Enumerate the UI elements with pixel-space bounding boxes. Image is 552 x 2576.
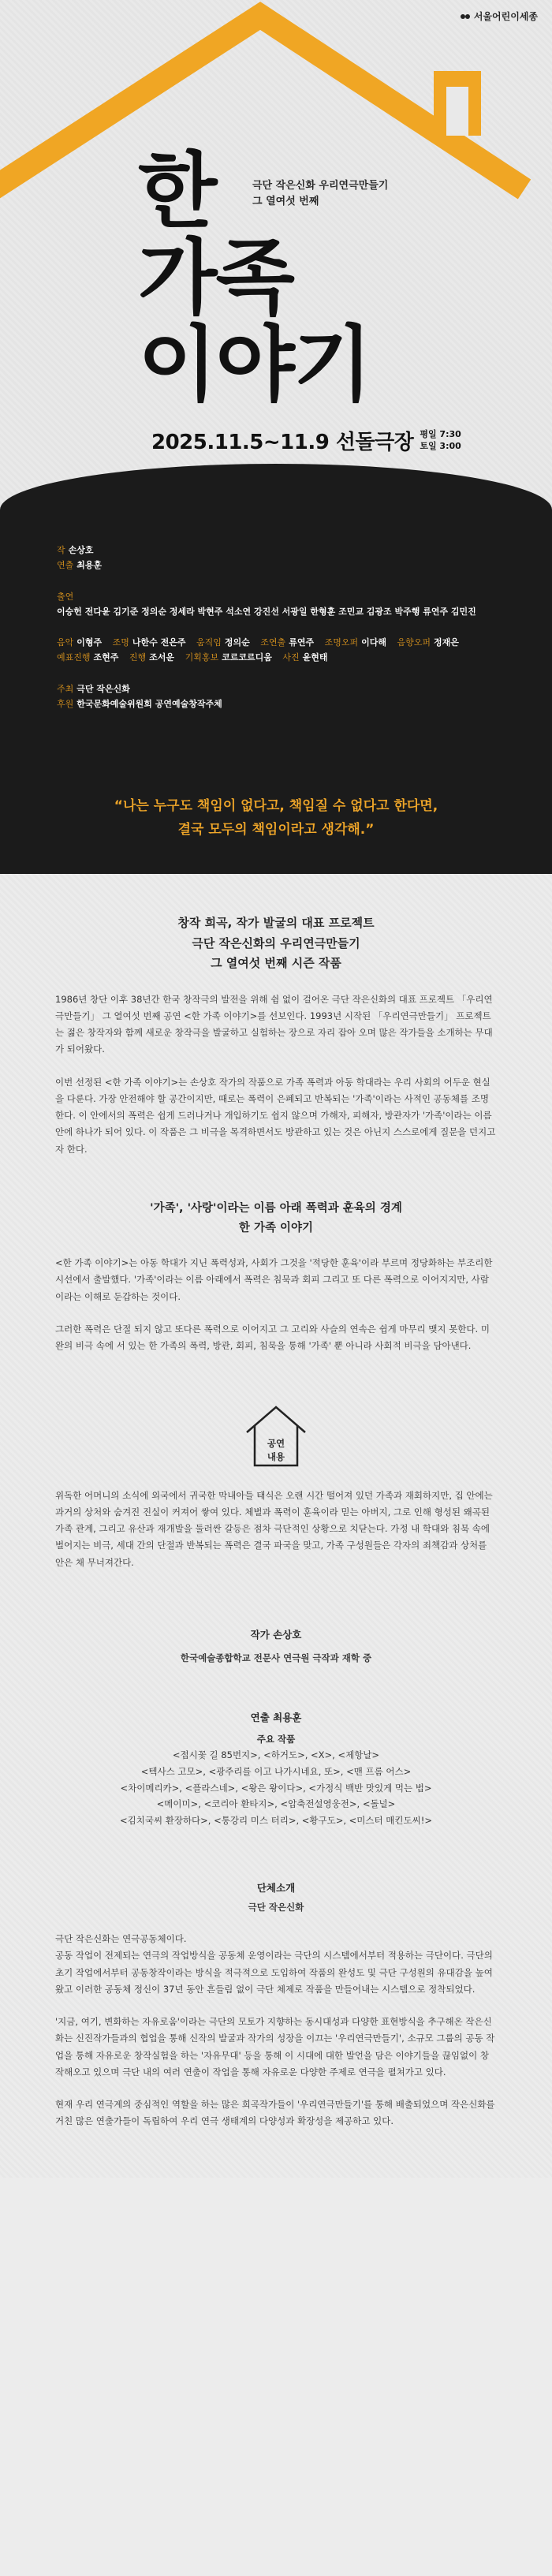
director-works: [55, 1731, 497, 1829]
credit-cast-label: 출연: [57, 591, 74, 602]
show-times: [420, 429, 461, 453]
intro-heading: 창작 희곡, 작가 발굴의 대표 프로젝트 극단 작은신화의 우리연극만들기 그 열여섯 번째 시즌 작품: [177, 916, 375, 970]
troupe-paragraph-2: '지금, 여기, 변화하는 자유로움'이라는 극단의 모토가 지향하는 동시대성과 다양한 표현방식을 추구해온 작은신화는 신진작가들과의 협업을 통해 신작의 발굴과 작가의 성장을 이끄는 '우리연극만들기', 소규모 그룹의 공동 작업을 통해 자유로운 창작실험을 하는 '자유무대' 등을 통해 이 시대에 대한 발언을 담은 이야기들을 끊임없이 창작해오고 있으며 극단 내의 여러 연출이 작업을 통해 자유로운 다양한 주제로 연극을 펼쳐가고 있다.: [55, 2016, 495, 2078]
credits-list: [0, 511, 552, 711]
subtitle: [252, 178, 388, 210]
synopsis-paragraph: 위독한 어머니의 소식에 외국에서 귀국한 막내아들 태식은 오랜 시간 떨어져 있던 가족과 재회하지만, 집 안에는 과거의 상처와 숨겨진 진실이 커져어 쌓여 있다. 체벌과 폭력이 훈육이라 믿는 아버지, 그로 인해 형성된 왜곡된 가족 관계, 그리고 유산과 재개발을 둘러싼 갈등은 점차 극단적인 상황으로 치닫는다. 가정 내 학대와 침묵 속에 벌어지는 비극, 세대 간의 단절과 반복되는 폭력은 결국 파국을 맞고, 가족 구성원들은 각자의 죄책감과 상처를 안은 채 무너져간다.: [55, 1489, 493, 1568]
works-line: <접시꽃 길 85번지>, <하거도>, <X>, <제항날>: [172, 1749, 380, 1761]
troupe-name: 극단 작은신화: [248, 1902, 304, 1913]
section2-heading: '가족', '사랑'이라는 이름 아래 폭력과 훈육의 경계 한 가족 이야기: [150, 1201, 402, 1234]
works-line: <텍사스 고모>, <광주리를 이고 나가시네요, 또>, <맨 프롬 어스>: [140, 1766, 412, 1778]
credit-writer: 작 손상호: [57, 545, 94, 555]
section2-paragraph-1: <한 가족 이야기>는 아동 학대가 지닌 폭력성과, 사회가 그것을 '적당한 훈육'이라 부르며 정당화하는 부조리한 시선에서 출발했다. '가족'이라는 이름 아래에서 폭력은 침묵과 회피 그리고 또 다른 폭력으로 이어지지만, 사람이라는 이해로 둔갑하는 것이다.: [55, 1257, 493, 1302]
staff-row-1: 음악 이형주 조명 나한수 전은주 움직임 정의순 조연출 류연주 조명오퍼 이다해 음향오퍼 정재은: [57, 637, 459, 648]
intro-paragraph-2: 이번 선정된 <한 가족 이야기>는 손상호 작가의 작품으로 가족 폭력과 아동 학대라는 우리 사회의 어두운 현실을 다룬다. 가장 안전해야 할 공간이지만, 때로는 폭력이 은폐되고 반복되는 '가족'이라는 사적인 공동체를 조명한다. 이 안에서의 폭력은 쉽게 드러나거나 개입하기도 쉽지 않으며 가해자, 피해자, 방관자가 '가족'이라는 이름 안에 하나가 되어 있다. 이 작품은 그 비극을 목격하면서도 방관하고 있는 것은 아닌지 스스로에게 질문을 던지고자 한다.: [55, 1076, 496, 1155]
writer-bio: 한국예술종합학교 전문사 연극원 극작과 재학 중: [180, 1652, 372, 1664]
troupe-paragraph-3: 현재 우리 연극계의 중심적인 역할을 하는 많은 희곡작가들이 '우리연극만들기'를 통해 배출되었으며 작은신화를 거친 많은 연출가들이 독립하여 우리 연극 생태계의 다양성과 확장성을 제공하고 있다.: [55, 2099, 495, 2127]
subtitle-line-2: 그 열여섯 번째: [252, 196, 319, 208]
intro-paragraph-1: 1986년 창단 이후 38년간 한국 창작극의 발전을 위해 쉼 없이 걸어온 극단 작은신화의 대표 프로젝트 「우리연극만들기」 그 열여섯 번째 공연 <한 가족 이야기>를 선보인다. 1993년 시작된 「우리연극만들기」 프로젝트는 젊은 창작자와 함께 새로운 창작극을 발굴하고 실험하는 장으로 자리 잡아 오며 많은 작가들을 소개하는 무대가 되어왔다.: [55, 993, 493, 1055]
works-line: <김치국씨 환장하다>, <통강리 미스 터리>, <황구도>, <미스터 매킨도씨!>: [120, 1815, 432, 1827]
date-venue: [151, 426, 461, 455]
time-weekend: 토일 3:00: [420, 440, 461, 451]
description-body: [0, 874, 552, 2178]
writer-heading: 작가 손상호: [250, 1628, 302, 1641]
pull-quote: [0, 795, 552, 842]
subtitle-line-1: 극단 작은신화 우리연극만들기: [252, 180, 389, 192]
logo-text: 서울어린이세종: [473, 11, 538, 22]
hero-poster: [0, 0, 552, 521]
section2-paragraph-2: 그러한 폭력은 단절 되지 않고 또다른 폭력으로 이어지고 그 고리와 사슬의 연속은 쉽게 마무리 맺지 못한다. 미완의 비극 속에 서 있는 한 가족의 폭력, 방관, 회피, 침묵을 통해 '가족' 뿐 아니라 사회적 비극을 담아낸다.: [55, 1323, 490, 1352]
credit-cast: 이승헌 전다윤 김기준 정의순 정세라 박현주 석소연 강진선 서광일 한형훈 조민교 김광조 박주행 류연주 김민진: [57, 606, 476, 617]
title-line-2: 가족: [138, 230, 293, 326]
quote-line-2: 결국 모두의 책임이라고 생각해.”: [177, 821, 375, 838]
credits-panel: [0, 464, 552, 874]
director-heading: 연출 최용훈: [250, 1712, 302, 1724]
title-line-3: 이야기: [138, 316, 371, 413]
quote-line-1: “나는 누구도 책임이 없다고, 책임질 수 없다고 한다면,: [114, 798, 438, 814]
title-line-1: 한: [138, 143, 216, 239]
credit-director: 연출 최용훈: [57, 560, 103, 571]
brand-logo: [460, 9, 538, 23]
staff-row-2: 예표진행 조현주 진행 조서운 기획홍보 코르코르디움 사진 윤현태: [57, 652, 328, 663]
time-weekday: 평일 7:30: [420, 428, 461, 439]
date-text: 2025.11.5~11.9 선돌극장: [151, 431, 414, 454]
credit-sponsor: 후원 한국문화예술위원회 공연예술창작주체: [57, 698, 222, 709]
works-title: 주요 작품: [256, 1733, 296, 1745]
credit-host: 주최 극단 작은신화: [57, 683, 130, 694]
works-line: <차이메리카>, <플라스네>, <왕은 왕이다>, <가정식 백반 맛있게 먹는 법>: [120, 1782, 432, 1794]
synopsis-house-badge: [241, 1399, 311, 1470]
works-line: <메이미>, <코리아 환타지>, <압축전설영웅전>, <돌널>: [156, 1798, 396, 1810]
logo-mark-icon: [460, 11, 471, 22]
troupe-heading: 단체소개: [256, 1881, 296, 1894]
troupe-paragraph-1: 극단 작은신화는 연극공동체이다. 공동 작업이 전제되는 연극의 작업방식을 공동체 운영이라는 극단의 시스템에서부터 적용하는 극단이다. 극단의 초기 작업에서부터 공동창작이라는 방식을 적극적으로 도입하여 작품의 완성도 및 극단 구성원의 유대감을 높여왔고 이러한 공동체 정신이 37년 동안 흔들림 없이 극단 체제로 작품을 만들어내는 시스템으로 정착되었다.: [55, 1933, 493, 1995]
synopsis-label: 공연 내용: [267, 1437, 285, 1462]
